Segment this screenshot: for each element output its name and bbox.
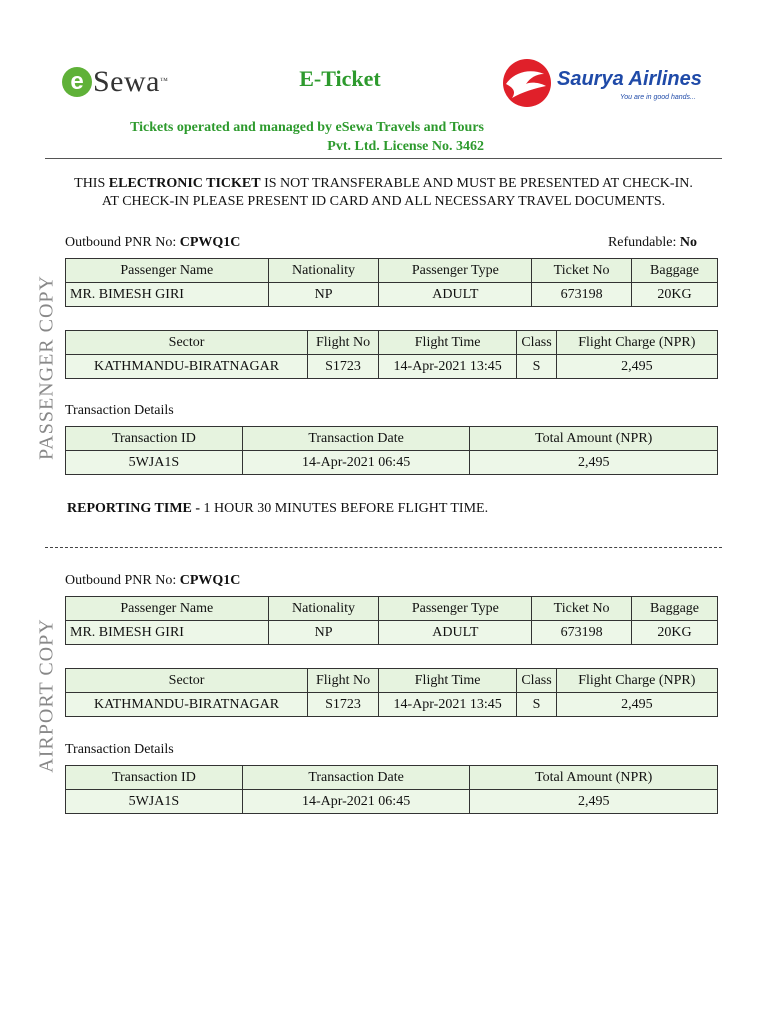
- table-header: Transaction Date: [242, 427, 470, 451]
- table-row: [66, 621, 718, 645]
- table-cell: 20KG: [632, 283, 718, 307]
- passenger-copy-label: PASSENGER COPY: [35, 275, 58, 460]
- table-cell: NP: [268, 621, 379, 645]
- table-cell: S1723: [308, 355, 379, 379]
- table-cell: 5WJA1S: [66, 451, 243, 475]
- table-cell: 2,495: [470, 790, 718, 814]
- table-header: Flight Charge (NPR): [556, 669, 717, 693]
- esewa-e-icon: e: [62, 67, 92, 97]
- table-cell: MR. BIMESH GIRI: [66, 621, 269, 645]
- notice-line-2: AT CHECK-IN PLEASE PRESENT ID CARD AND ALL NECESSARY TRAVEL DOCUMENTS.: [101, 194, 666, 209]
- table-cell: 14-Apr-2021 06:45: [242, 451, 470, 475]
- table-cell: 14-Apr-2021 13:45: [378, 355, 516, 379]
- table-header: Passenger Type: [379, 259, 532, 283]
- page-title: E-Ticket: [299, 66, 381, 91]
- license-line: Pvt. Ltd. License No. 3462: [327, 139, 484, 154]
- table-cell: ADULT: [379, 283, 532, 307]
- table-header: Flight Time: [378, 669, 516, 693]
- table-cell: 673198: [532, 621, 632, 645]
- transaction-table: [65, 765, 718, 814]
- table-cell: 673198: [532, 283, 632, 307]
- table-cell: ADULT: [379, 621, 532, 645]
- table-header: Transaction Date: [242, 766, 470, 790]
- esewa-trademark: ™: [159, 76, 168, 85]
- reporting-time: REPORTING TIME - 1 HOUR 30 MINUTES BEFORE FLIGHT TIME.: [67, 501, 489, 516]
- airline-tagline: You are in good hands...: [620, 94, 696, 101]
- table-header: Baggage: [632, 259, 718, 283]
- table-header: Nationality: [268, 259, 379, 283]
- table-header-row: [66, 669, 718, 693]
- table-cell: 2,495: [556, 355, 717, 379]
- table-header-row: [66, 259, 718, 283]
- ticket-notice: [45, 175, 722, 211]
- passenger-table: [65, 258, 718, 307]
- saurya-airlines-logo: [500, 58, 710, 108]
- header-divider: [45, 158, 722, 159]
- table-cell: NP: [268, 283, 379, 307]
- table-header-row: [66, 597, 718, 621]
- table-cell: 14-Apr-2021 06:45: [242, 790, 470, 814]
- table-cell: 2,495: [470, 451, 718, 475]
- table-row: [66, 451, 718, 475]
- table-header: Total Amount (NPR): [470, 766, 718, 790]
- transaction-details-label: Transaction Details: [65, 403, 174, 418]
- table-header: Transaction ID: [66, 766, 243, 790]
- pnr-value: CPWQ1C: [179, 573, 241, 588]
- table-header: Baggage: [632, 597, 718, 621]
- airline-bird-icon: [500, 58, 554, 108]
- table-header: Flight Time: [378, 331, 516, 355]
- pnr-line: Outbound PNR No: CPWQ1C: [65, 573, 241, 588]
- table-cell: KATHMANDU-BIRATNAGAR: [66, 355, 308, 379]
- table-row: [66, 355, 718, 379]
- table-header-row: [66, 331, 718, 355]
- table-row: [66, 693, 718, 717]
- table-row: [66, 790, 718, 814]
- pnr-line: Outbound PNR No: CPWQ1C Refundable: No: [65, 235, 697, 250]
- airport-copy-label: AIRPORT COPY: [35, 618, 58, 773]
- flight-table: [65, 330, 718, 379]
- table-header: Transaction ID: [66, 427, 243, 451]
- table-header: Ticket No: [532, 597, 632, 621]
- table-cell: 14-Apr-2021 13:45: [378, 693, 516, 717]
- table-cell: S: [517, 693, 556, 717]
- table-header: Sector: [66, 669, 308, 693]
- table-row: [66, 283, 718, 307]
- passenger-table: [65, 596, 718, 645]
- table-header: Class: [517, 669, 556, 693]
- table-cell: 20KG: [632, 621, 718, 645]
- table-header: Flight No: [308, 331, 379, 355]
- table-header: Ticket No: [532, 259, 632, 283]
- table-header: Passenger Type: [379, 597, 532, 621]
- table-header: Nationality: [268, 597, 379, 621]
- table-header: Flight Charge (NPR): [556, 331, 717, 355]
- table-header-row: [66, 766, 718, 790]
- table-cell: 5WJA1S: [66, 790, 243, 814]
- esewa-logo-text: Sewa: [93, 65, 160, 98]
- pnr-value: CPWQ1C: [179, 235, 241, 250]
- table-cell: MR. BIMESH GIRI: [66, 283, 269, 307]
- refundable-status: Refundable: No: [607, 235, 697, 250]
- table-header-row: [66, 427, 718, 451]
- transaction-details-label: Transaction Details: [65, 742, 174, 757]
- table-header: Passenger Name: [66, 597, 269, 621]
- cut-line: [45, 547, 722, 548]
- airline-name: Saurya Airlines: [557, 68, 702, 90]
- table-cell: S1723: [308, 693, 379, 717]
- table-header: Class: [517, 331, 556, 355]
- table-header: Total Amount (NPR): [470, 427, 718, 451]
- flight-table: [65, 668, 718, 717]
- transaction-table: [65, 426, 718, 475]
- table-header: Passenger Name: [66, 259, 269, 283]
- table-header: Sector: [66, 331, 308, 355]
- table-cell: KATHMANDU-BIRATNAGAR: [66, 693, 308, 717]
- table-header: Flight No: [308, 669, 379, 693]
- operated-by-line: Tickets operated and managed by eSewa Travels and Tours: [130, 120, 484, 135]
- table-cell: S: [517, 355, 556, 379]
- table-cell: 2,495: [556, 693, 717, 717]
- notice-line-1: THIS ELECTRONIC TICKET IS NOT TRANSFERABLE AND MUST BE PRESENTED AT CHECK-IN.: [74, 176, 693, 191]
